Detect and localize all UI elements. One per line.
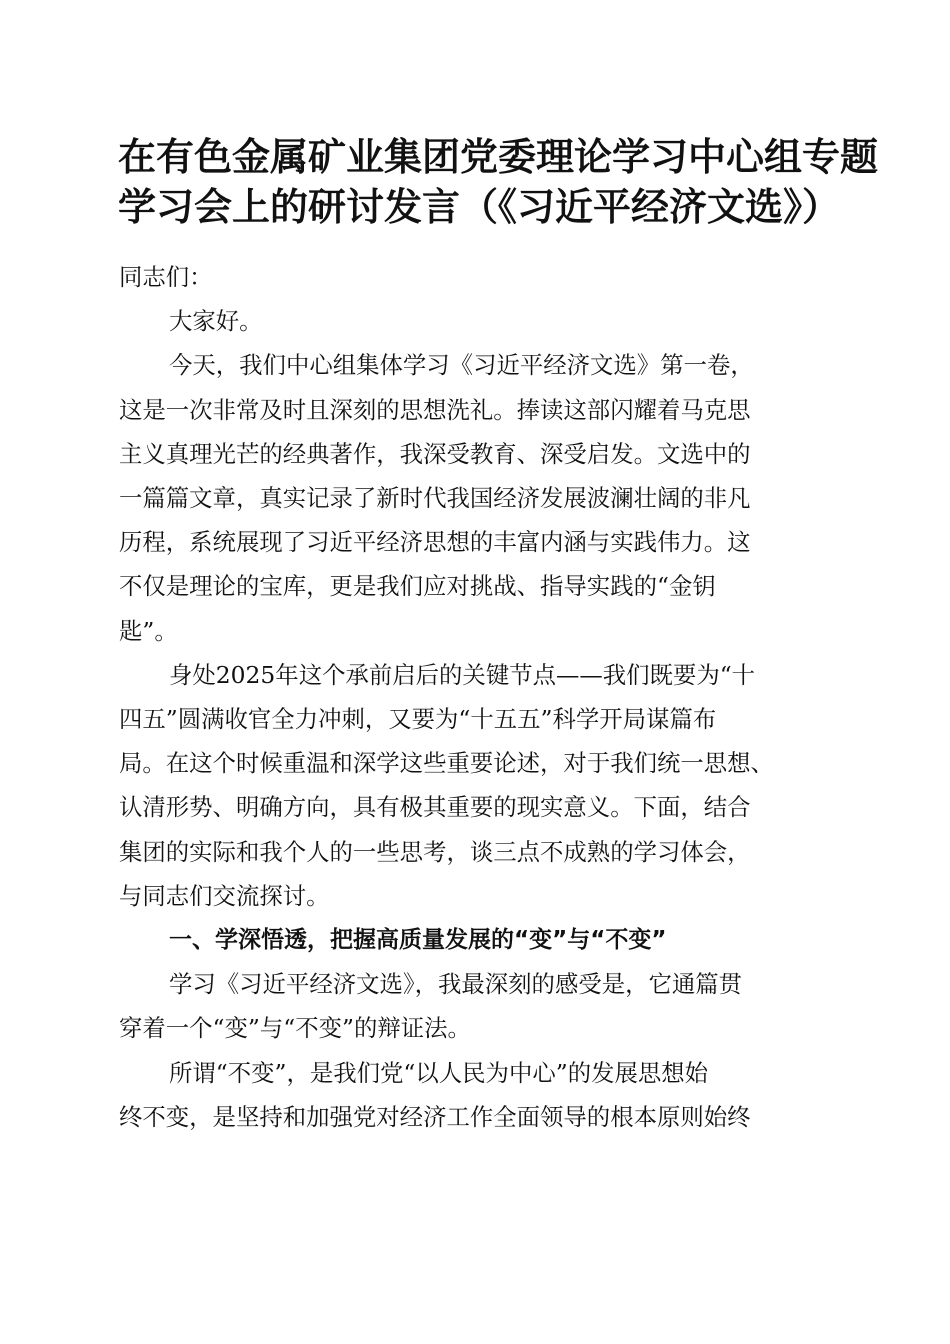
paragraph-dialectic xyxy=(119,962,839,1050)
section-heading-1: 一、学深悟透，把握高质量发展的“变”与“不变” xyxy=(169,927,667,954)
salutation: 同志们： xyxy=(119,263,213,291)
text-line: 历程，系统展现了习近平经济思想的丰富内涵与实践伟力。这 xyxy=(119,528,751,557)
text-line: 与同志们交流探讨。 xyxy=(119,881,330,910)
text-line: 所谓“不变”，是我们党“以人民为中心”的发展思想始 xyxy=(169,1058,709,1087)
paragraph-context xyxy=(119,653,839,918)
text-line: 集团的实际和我个人的一些思考，谈三点不成熟的学习体会， xyxy=(119,837,751,866)
paragraph-intro xyxy=(119,343,839,652)
text-line: 匙”。 xyxy=(119,616,178,645)
text-line: 一篇篇文章，真实记录了新时代我国经济发展波澜壮阔的非凡 xyxy=(119,484,751,513)
paragraph-unchanged xyxy=(119,1051,839,1139)
text-line: 终不变，是坚持和加强党对经济工作全面领导的根本原则始终 xyxy=(119,1102,751,1131)
text-line: 今天，我们中心组集体学习《习近平经济文选》第一卷， xyxy=(169,351,754,380)
text-line: 四五”圆满收官全力冲刺，又要为“十五五”科学开局谋篇布 xyxy=(119,705,717,734)
text-line: 不仅是理论的宝库，更是我们应对挑战、指导实践的“金钥 xyxy=(119,572,716,601)
document-body xyxy=(119,255,839,1139)
text-line: 穿着一个“变”与“不变”的辩证法。 xyxy=(119,1014,471,1043)
text-line: 主义真理光芒的经典著作，我深受教育、深受启发。文选中的 xyxy=(119,439,751,468)
text-line: 认清形势、明确方向，具有极其重要的现实意义。下面，结合 xyxy=(119,793,751,822)
text-line: 局。在这个时候重温和深学这些重要论述，对于我们统一思想、 xyxy=(119,749,774,778)
title-line-2: 学习会上的研讨发言（《习近平经济文选》） xyxy=(118,185,841,229)
text-line: 身处2025年这个承前启后的关键节点——我们既要为“十 xyxy=(169,660,756,689)
text-line: 学习《习近平经济文选》，我最深刻的感受是，它通篇贯 xyxy=(169,970,743,999)
greeting: 大家好。 xyxy=(169,307,263,336)
document-title xyxy=(118,132,879,232)
text-line: 这是一次非常及时且深刻的思想洗礼。捧读这部闪耀着马克思 xyxy=(119,395,751,424)
title-line-1: 在有色金属矿业集团党委理论学习中心组专题 xyxy=(118,135,879,179)
